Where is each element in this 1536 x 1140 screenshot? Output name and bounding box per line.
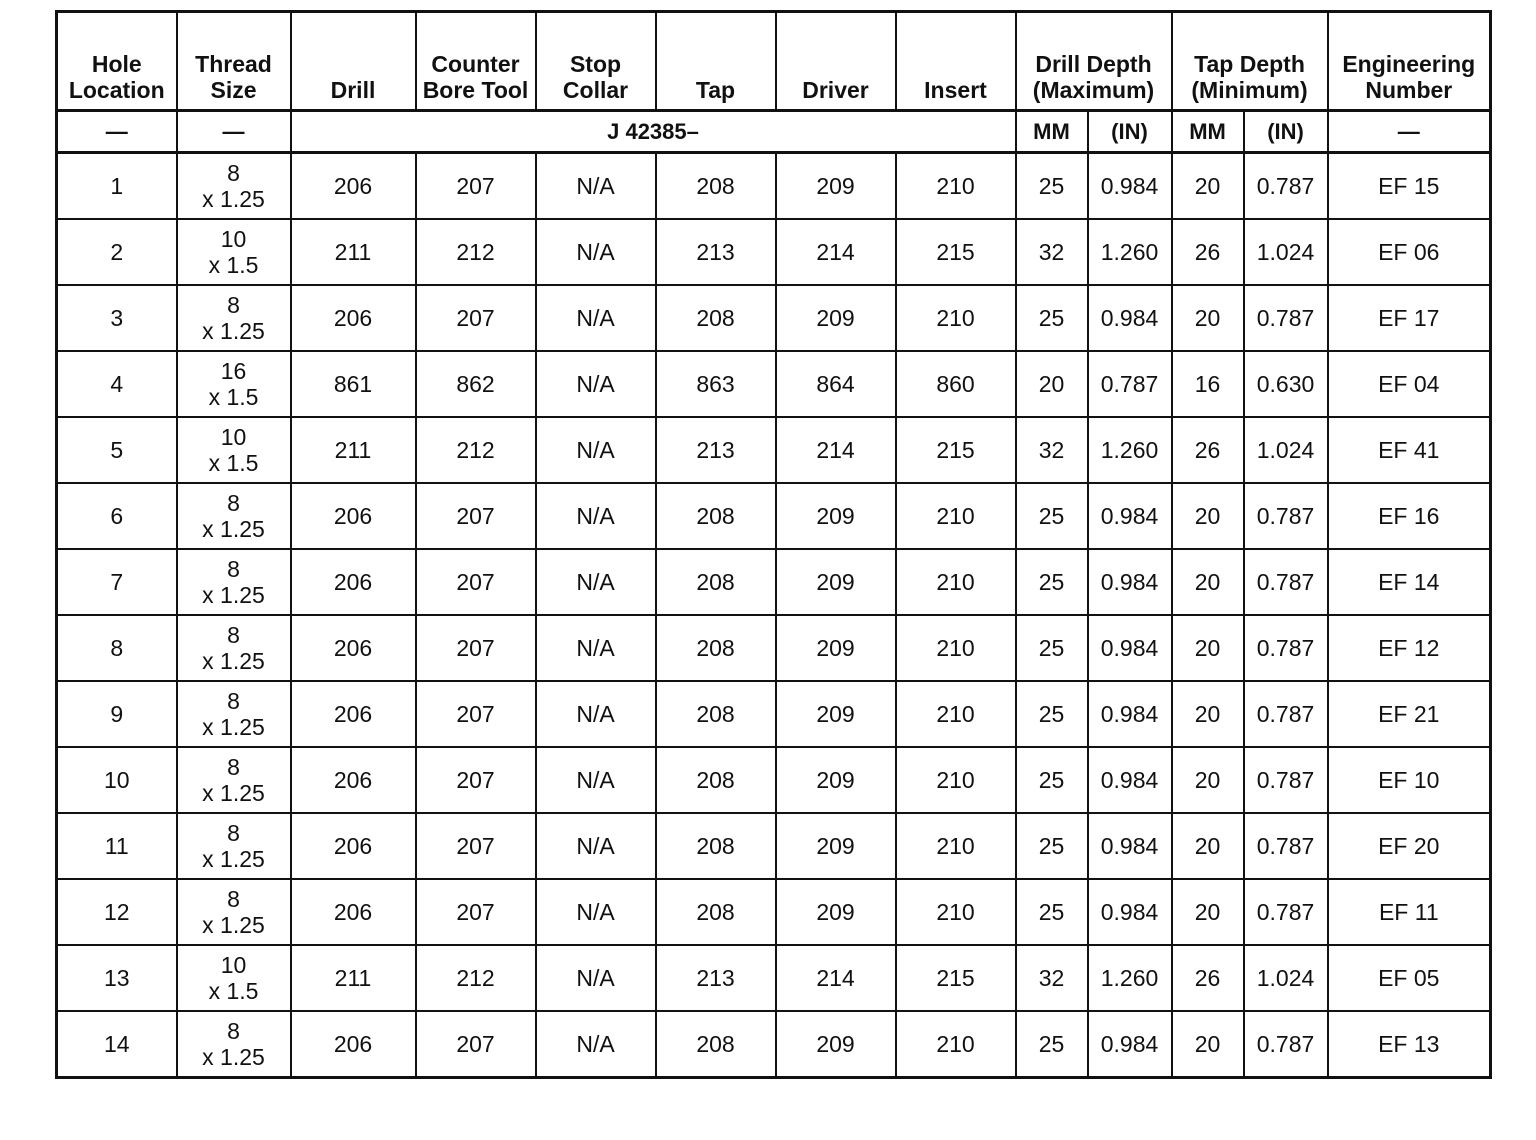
cell-drill: 206	[291, 813, 416, 879]
cell-hole-location: 14	[57, 1011, 177, 1078]
cell-insert: 215	[896, 417, 1016, 483]
cell-drill: 206	[291, 1011, 416, 1078]
thread-diameter: 8	[227, 820, 240, 846]
cell-stop-collar: N/A	[536, 615, 656, 681]
cell-drill-depth-in: 0.984	[1088, 813, 1172, 879]
cell-hole-location: 11	[57, 813, 177, 879]
cell-driver: 214	[776, 219, 896, 285]
thread-diameter: 10	[220, 424, 247, 450]
cell-hole-location: 3	[57, 285, 177, 351]
cell-drill-depth-mm: 32	[1016, 219, 1088, 285]
cell-tap-depth-mm: 20	[1172, 483, 1244, 549]
cell-counter-bore-tool: 212	[416, 417, 536, 483]
cell-driver: 209	[776, 285, 896, 351]
cell-tap: 213	[656, 219, 776, 285]
cell-counter-bore-tool: 212	[416, 219, 536, 285]
cell-driver: 209	[776, 1011, 896, 1078]
cell-counter-bore-tool: 212	[416, 945, 536, 1011]
cell-tap-depth-mm: 26	[1172, 945, 1244, 1011]
cell-hole-location: 5	[57, 417, 177, 483]
cell-tap-depth-in: 0.787	[1244, 813, 1328, 879]
cell-insert: 210	[896, 153, 1016, 220]
tool-specification-table	[55, 10, 1492, 1079]
cell-tap: 208	[656, 879, 776, 945]
cell-drill: 211	[291, 219, 416, 285]
header-drill: Drill	[291, 12, 416, 111]
subheader-drill-in: (IN)	[1088, 111, 1172, 153]
thread-diameter: 8	[227, 886, 240, 912]
cell-engineering-number: EF 05	[1328, 945, 1491, 1011]
cell-engineering-number: EF 17	[1328, 285, 1491, 351]
cell-tap-depth-in: 0.630	[1244, 351, 1328, 417]
cell-insert: 210	[896, 483, 1016, 549]
cell-tap: 208	[656, 153, 776, 220]
cell-thread-size	[177, 945, 291, 1011]
cell-tap-depth-mm: 20	[1172, 1011, 1244, 1078]
cell-stop-collar: N/A	[536, 351, 656, 417]
subheader-tap-in: (IN)	[1244, 111, 1328, 153]
cell-insert: 210	[896, 1011, 1016, 1078]
cell-engineering-number: EF 41	[1328, 417, 1491, 483]
cell-thread-size	[177, 153, 291, 220]
cell-insert: 210	[896, 615, 1016, 681]
cell-driver: 209	[776, 813, 896, 879]
cell-counter-bore-tool: 207	[416, 813, 536, 879]
cell-drill-depth-in: 0.787	[1088, 351, 1172, 417]
thread-pitch: x 1.25	[202, 714, 265, 740]
cell-tap-depth-mm: 26	[1172, 219, 1244, 285]
cell-counter-bore-tool: 207	[416, 153, 536, 220]
cell-insert: 210	[896, 813, 1016, 879]
cell-tap-depth-in: 1.024	[1244, 945, 1328, 1011]
cell-tap-depth-in: 0.787	[1244, 615, 1328, 681]
table-row	[57, 219, 1491, 285]
table-row	[57, 1011, 1491, 1078]
cell-insert: 215	[896, 219, 1016, 285]
cell-tap-depth-mm: 26	[1172, 417, 1244, 483]
cell-stop-collar: N/A	[536, 945, 656, 1011]
thread-diameter: 16	[220, 358, 247, 384]
cell-thread-size	[177, 549, 291, 615]
thread-diameter: 8	[227, 1018, 240, 1044]
cell-hole-location: 2	[57, 219, 177, 285]
subheader-hole-dash: —	[57, 111, 177, 153]
cell-drill-depth-mm: 25	[1016, 285, 1088, 351]
cell-tap-depth-mm: 20	[1172, 549, 1244, 615]
thread-pitch: x 1.25	[202, 780, 265, 806]
cell-tap-depth-mm: 16	[1172, 351, 1244, 417]
header-engineering-number: Engineering Number	[1328, 12, 1491, 111]
cell-driver: 864	[776, 351, 896, 417]
cell-tap: 208	[656, 483, 776, 549]
cell-engineering-number: EF 06	[1328, 219, 1491, 285]
cell-thread-size	[177, 747, 291, 813]
cell-tap-depth-in: 0.787	[1244, 747, 1328, 813]
table-row	[57, 153, 1491, 220]
cell-engineering-number: EF 10	[1328, 747, 1491, 813]
cell-stop-collar: N/A	[536, 681, 656, 747]
cell-stop-collar: N/A	[536, 417, 656, 483]
cell-engineering-number: EF 13	[1328, 1011, 1491, 1078]
cell-counter-bore-tool: 207	[416, 747, 536, 813]
cell-drill-depth-in: 0.984	[1088, 879, 1172, 945]
cell-insert: 210	[896, 747, 1016, 813]
cell-drill-depth-mm: 32	[1016, 945, 1088, 1011]
cell-thread-size	[177, 351, 291, 417]
cell-hole-location: 9	[57, 681, 177, 747]
cell-engineering-number: EF 15	[1328, 153, 1491, 220]
thread-pitch: x 1.25	[202, 582, 265, 608]
cell-driver: 209	[776, 483, 896, 549]
cell-drill-depth-mm: 25	[1016, 1011, 1088, 1078]
subheader-tap-mm: MM	[1172, 111, 1244, 153]
cell-drill: 206	[291, 879, 416, 945]
cell-thread-size	[177, 483, 291, 549]
cell-drill: 206	[291, 681, 416, 747]
cell-tap: 208	[656, 285, 776, 351]
table-row	[57, 417, 1491, 483]
cell-tap-depth-mm: 20	[1172, 813, 1244, 879]
cell-thread-size	[177, 1011, 291, 1078]
header-thread-size: Thread Size	[177, 12, 291, 111]
cell-drill-depth-mm: 32	[1016, 417, 1088, 483]
header-driver: Driver	[776, 12, 896, 111]
cell-driver: 214	[776, 945, 896, 1011]
cell-driver: 209	[776, 549, 896, 615]
cell-counter-bore-tool: 207	[416, 285, 536, 351]
cell-drill-depth-in: 0.984	[1088, 153, 1172, 220]
cell-drill-depth-mm: 25	[1016, 879, 1088, 945]
table-row	[57, 879, 1491, 945]
cell-tap: 208	[656, 681, 776, 747]
cell-tap-depth-in: 0.787	[1244, 285, 1328, 351]
thread-diameter: 8	[227, 490, 240, 516]
cell-stop-collar: N/A	[536, 747, 656, 813]
cell-thread-size	[177, 285, 291, 351]
cell-drill-depth-mm: 25	[1016, 813, 1088, 879]
cell-drill-depth-mm: 25	[1016, 153, 1088, 220]
cell-stop-collar: N/A	[536, 1011, 656, 1078]
header-counter-bore-tool: Counter Bore Tool	[416, 12, 536, 111]
cell-engineering-number: EF 16	[1328, 483, 1491, 549]
cell-insert: 210	[896, 549, 1016, 615]
cell-stop-collar: N/A	[536, 285, 656, 351]
cell-hole-location: 13	[57, 945, 177, 1011]
cell-tap-depth-in: 0.787	[1244, 879, 1328, 945]
cell-drill-depth-in: 0.984	[1088, 285, 1172, 351]
cell-tap: 213	[656, 945, 776, 1011]
cell-drill-depth-in: 0.984	[1088, 615, 1172, 681]
header-stop-collar: Stop Collar	[536, 12, 656, 111]
thread-pitch: x 1.25	[202, 648, 265, 674]
cell-stop-collar: N/A	[536, 219, 656, 285]
cell-tap-depth-in: 0.787	[1244, 549, 1328, 615]
table-row	[57, 351, 1491, 417]
cell-tap-depth-mm: 20	[1172, 879, 1244, 945]
thread-diameter: 8	[227, 754, 240, 780]
cell-engineering-number: EF 20	[1328, 813, 1491, 879]
cell-hole-location: 10	[57, 747, 177, 813]
cell-stop-collar: N/A	[536, 153, 656, 220]
thread-diameter: 8	[227, 160, 240, 186]
cell-stop-collar: N/A	[536, 483, 656, 549]
cell-driver: 214	[776, 417, 896, 483]
cell-insert: 210	[896, 285, 1016, 351]
cell-counter-bore-tool: 862	[416, 351, 536, 417]
cell-drill-depth-mm: 25	[1016, 483, 1088, 549]
cell-driver: 209	[776, 615, 896, 681]
cell-tap-depth-in: 1.024	[1244, 417, 1328, 483]
cell-drill-depth-mm: 25	[1016, 681, 1088, 747]
cell-drill: 861	[291, 351, 416, 417]
cell-thread-size	[177, 813, 291, 879]
cell-drill-depth-mm: 25	[1016, 549, 1088, 615]
cell-engineering-number: EF 04	[1328, 351, 1491, 417]
cell-counter-bore-tool: 207	[416, 549, 536, 615]
cell-drill: 206	[291, 153, 416, 220]
cell-engineering-number: EF 12	[1328, 615, 1491, 681]
cell-tap-depth-in: 0.787	[1244, 153, 1328, 220]
cell-tap: 208	[656, 615, 776, 681]
cell-thread-size	[177, 615, 291, 681]
cell-tap-depth-in: 0.787	[1244, 1011, 1328, 1078]
cell-tap-depth-mm: 20	[1172, 681, 1244, 747]
table-row	[57, 615, 1491, 681]
cell-drill-depth-mm: 25	[1016, 615, 1088, 681]
thread-diameter: 8	[227, 556, 240, 582]
cell-driver: 209	[776, 681, 896, 747]
cell-driver: 209	[776, 879, 896, 945]
cell-tap-depth-in: 0.787	[1244, 483, 1328, 549]
header-row	[57, 12, 1491, 111]
cell-hole-location: 6	[57, 483, 177, 549]
cell-counter-bore-tool: 207	[416, 483, 536, 549]
cell-thread-size	[177, 417, 291, 483]
thread-diameter: 10	[220, 226, 247, 252]
cell-drill-depth-in: 0.984	[1088, 483, 1172, 549]
table-row	[57, 945, 1491, 1011]
thread-pitch: x 1.25	[202, 846, 265, 872]
cell-drill: 206	[291, 549, 416, 615]
subheader-eng-dash: —	[1328, 111, 1491, 153]
table-row	[57, 813, 1491, 879]
cell-stop-collar: N/A	[536, 549, 656, 615]
cell-insert: 860	[896, 351, 1016, 417]
cell-thread-size	[177, 879, 291, 945]
cell-drill: 206	[291, 285, 416, 351]
table-row	[57, 681, 1491, 747]
header-insert: Insert	[896, 12, 1016, 111]
header-hole-location: Hole Location	[57, 12, 177, 111]
header-drill-depth: Drill Depth (Maximum)	[1016, 12, 1172, 111]
cell-insert: 215	[896, 945, 1016, 1011]
thread-pitch: x 1.25	[202, 186, 265, 212]
cell-drill: 206	[291, 483, 416, 549]
cell-tap: 213	[656, 417, 776, 483]
table-row	[57, 747, 1491, 813]
cell-tap-depth-mm: 20	[1172, 615, 1244, 681]
thread-pitch: x 1.5	[208, 252, 259, 278]
cell-driver: 209	[776, 153, 896, 220]
cell-engineering-number: EF 21	[1328, 681, 1491, 747]
cell-drill-depth-in: 0.984	[1088, 549, 1172, 615]
cell-tap-depth-in: 0.787	[1244, 681, 1328, 747]
cell-insert: 210	[896, 879, 1016, 945]
thread-pitch: x 1.25	[202, 1044, 265, 1070]
cell-drill-depth-in: 1.260	[1088, 417, 1172, 483]
subheader-thread-dash: —	[177, 111, 291, 153]
cell-drill-depth-in: 0.984	[1088, 681, 1172, 747]
cell-tap-depth-mm: 20	[1172, 153, 1244, 220]
cell-thread-size	[177, 219, 291, 285]
cell-tap: 208	[656, 747, 776, 813]
cell-drill-depth-in: 0.984	[1088, 747, 1172, 813]
table-row	[57, 285, 1491, 351]
cell-counter-bore-tool: 207	[416, 1011, 536, 1078]
cell-drill-depth-in: 1.260	[1088, 219, 1172, 285]
thread-diameter: 10	[220, 952, 247, 978]
thread-pitch: x 1.5	[208, 384, 259, 410]
cell-engineering-number: EF 14	[1328, 549, 1491, 615]
thread-pitch: x 1.5	[208, 450, 259, 476]
cell-insert: 210	[896, 681, 1016, 747]
thread-diameter: 8	[227, 292, 240, 318]
cell-drill-depth-in: 0.984	[1088, 1011, 1172, 1078]
cell-hole-location: 4	[57, 351, 177, 417]
table-row	[57, 549, 1491, 615]
cell-stop-collar: N/A	[536, 813, 656, 879]
cell-tap: 863	[656, 351, 776, 417]
cell-drill: 211	[291, 945, 416, 1011]
table-row	[57, 483, 1491, 549]
cell-driver: 209	[776, 747, 896, 813]
cell-thread-size	[177, 681, 291, 747]
cell-stop-collar: N/A	[536, 879, 656, 945]
header-tap-depth: Tap Depth (Minimum)	[1172, 12, 1328, 111]
thread-pitch: x 1.25	[202, 318, 265, 344]
cell-drill: 206	[291, 747, 416, 813]
cell-hole-location: 1	[57, 153, 177, 220]
cell-tap: 208	[656, 813, 776, 879]
cell-hole-location: 7	[57, 549, 177, 615]
cell-counter-bore-tool: 207	[416, 879, 536, 945]
cell-drill-depth-mm: 20	[1016, 351, 1088, 417]
header-tap: Tap	[656, 12, 776, 111]
cell-tap-depth-in: 1.024	[1244, 219, 1328, 285]
cell-drill: 206	[291, 615, 416, 681]
cell-tap-depth-mm: 20	[1172, 285, 1244, 351]
thread-pitch: x 1.25	[202, 912, 265, 938]
cell-tap: 208	[656, 1011, 776, 1078]
cell-drill-depth-in: 1.260	[1088, 945, 1172, 1011]
subheader-row	[57, 111, 1491, 153]
cell-counter-bore-tool: 207	[416, 681, 536, 747]
thread-pitch: x 1.25	[202, 516, 265, 542]
thread-diameter: 8	[227, 688, 240, 714]
cell-hole-location: 12	[57, 879, 177, 945]
cell-engineering-number: EF 11	[1328, 879, 1491, 945]
subheader-drill-mm: MM	[1016, 111, 1088, 153]
table-body	[57, 153, 1491, 1078]
thread-diameter: 8	[227, 622, 240, 648]
cell-drill-depth-mm: 25	[1016, 747, 1088, 813]
cell-drill: 211	[291, 417, 416, 483]
subheader-tool-prefix: J 42385–	[291, 111, 1016, 153]
cell-counter-bore-tool: 207	[416, 615, 536, 681]
cell-tap: 208	[656, 549, 776, 615]
thread-pitch: x 1.5	[208, 978, 259, 1004]
cell-hole-location: 8	[57, 615, 177, 681]
cell-tap-depth-mm: 20	[1172, 747, 1244, 813]
